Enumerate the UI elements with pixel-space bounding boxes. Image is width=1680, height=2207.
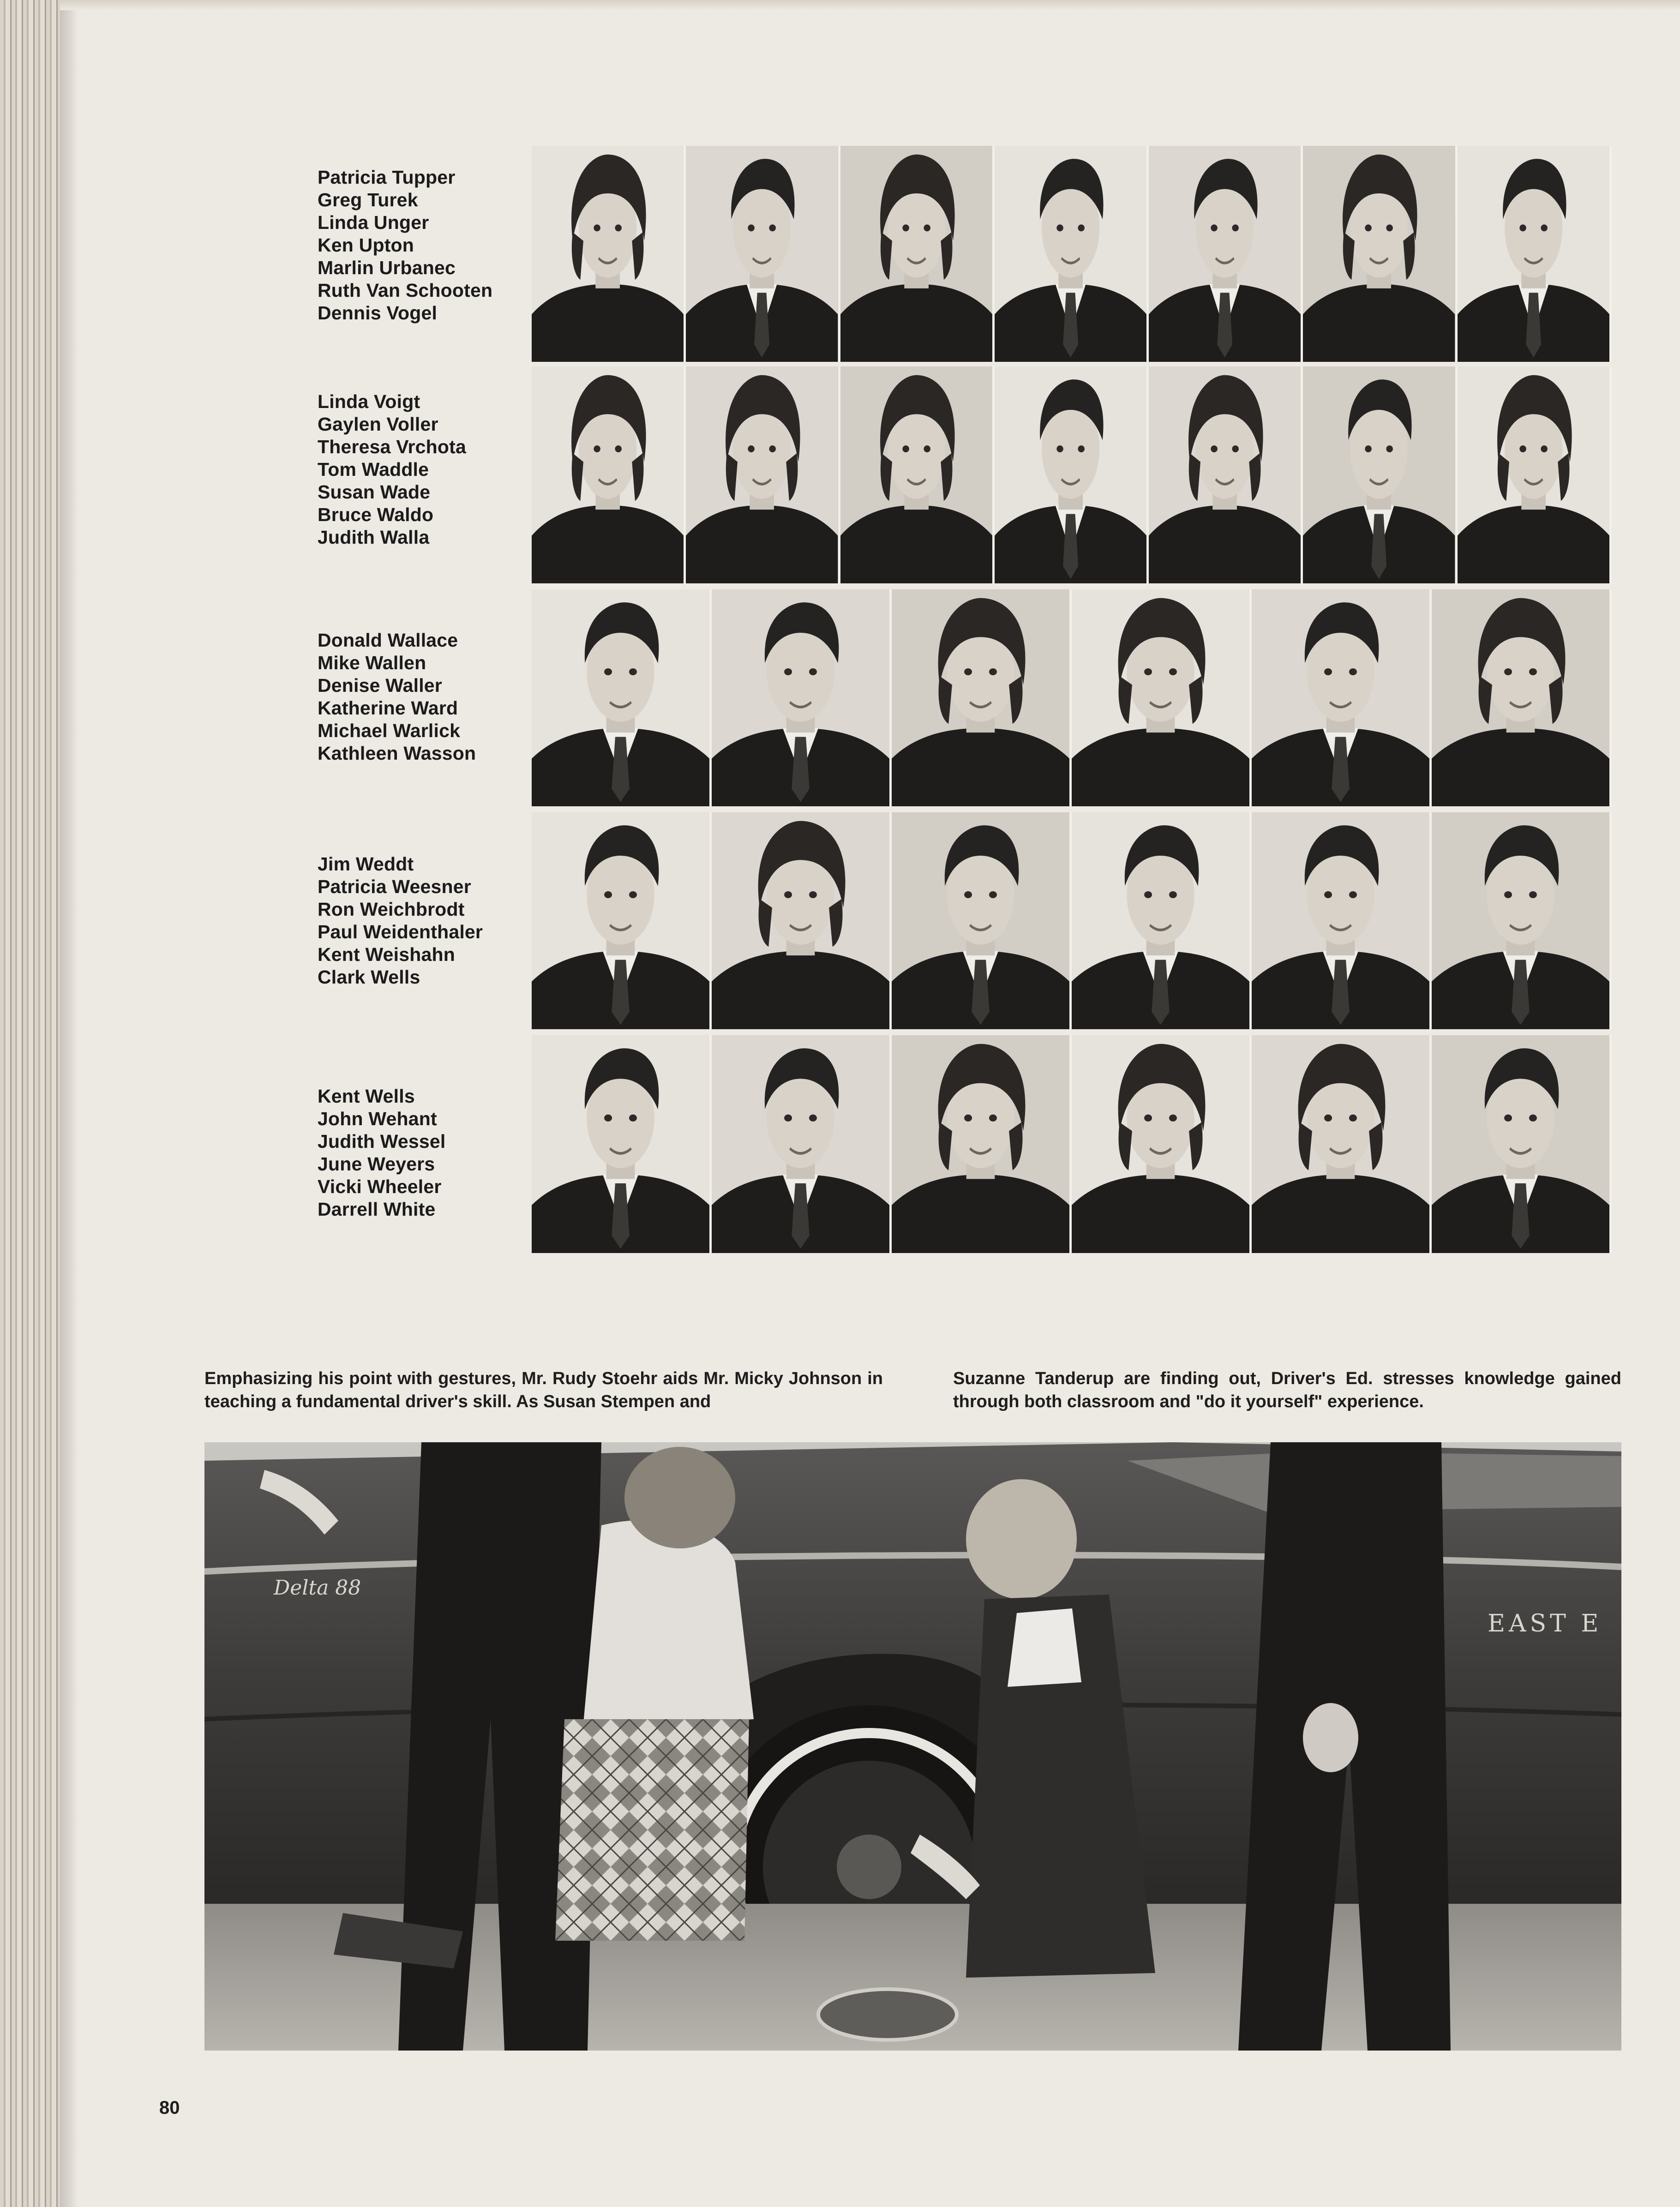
student-name: Susan Wade xyxy=(318,481,431,503)
student-name: Paul Weidenthaler xyxy=(318,921,483,942)
name-list xyxy=(318,853,511,989)
student-portrait xyxy=(1149,146,1303,362)
student-portrait xyxy=(1458,366,1612,583)
student-name: Linda Unger xyxy=(318,212,429,233)
student-name: Theresa Vrchota xyxy=(318,436,467,457)
student-name: Tom Waddle xyxy=(318,459,429,480)
student-name: Denise Waller xyxy=(318,675,442,696)
student-name: Kathleen Wasson xyxy=(318,743,476,764)
student-name: June Weyers xyxy=(318,1153,435,1175)
student-portrait xyxy=(1303,146,1457,362)
student-portrait xyxy=(1458,146,1612,362)
student-name: Mike Wallen xyxy=(318,652,426,673)
car-script: Delta 88 xyxy=(274,1576,361,1600)
portrait-row-5 xyxy=(0,1035,1680,1253)
student-portrait xyxy=(532,812,712,1029)
student-portrait xyxy=(1432,1035,1612,1253)
student-name: Ron Weichbrodt xyxy=(318,899,465,920)
student-name: John Wehant xyxy=(318,1108,437,1129)
student-portrait xyxy=(1252,812,1432,1029)
student-portrait xyxy=(1432,812,1612,1029)
student-name: Darrell White xyxy=(318,1199,436,1220)
student-portrait xyxy=(1252,1035,1432,1253)
student-portrait xyxy=(686,366,840,583)
student-portrait xyxy=(840,366,995,583)
portrait-strip xyxy=(532,1035,1612,1253)
student-name: Greg Turek xyxy=(318,189,418,210)
student-portrait xyxy=(686,146,840,362)
student-portrait xyxy=(1072,589,1252,806)
student-name: Bruce Waldo xyxy=(318,504,434,525)
photo-caption-left: Emphasizing his point with gestures, Mr. Rudy Stoehr aids Mr. Micky Johnson in teaching a fundamental driver's skill. As Susan Stempen and xyxy=(204,1369,883,1411)
student-portrait xyxy=(532,366,686,583)
name-list xyxy=(318,629,511,765)
portrait-row-1 xyxy=(0,146,1680,362)
student-name: Katherine Ward xyxy=(318,697,458,719)
student-portrait xyxy=(995,366,1149,583)
drivers-ed-photo xyxy=(204,1442,1621,2051)
student-name: Patricia Tupper xyxy=(318,167,456,188)
student-portrait xyxy=(840,146,995,362)
student-portrait xyxy=(532,1035,712,1253)
student-portrait xyxy=(712,812,892,1029)
portrait-strip xyxy=(532,366,1612,583)
student-name: Marlin Urbanec xyxy=(318,257,456,278)
student-name: Ken Upton xyxy=(318,234,414,256)
student-portrait xyxy=(532,589,712,806)
student-name: Donald Wallace xyxy=(318,630,458,651)
student-portrait xyxy=(892,812,1072,1029)
student-name: Vicki Wheeler xyxy=(318,1176,442,1197)
portrait-strip xyxy=(532,812,1612,1029)
student-portrait xyxy=(712,589,892,806)
portrait-strip xyxy=(532,146,1612,362)
student-portrait xyxy=(712,1035,892,1253)
name-list xyxy=(318,1085,511,1221)
page-number: 80 xyxy=(159,2098,180,2118)
student-portrait xyxy=(892,589,1072,806)
student-name: Linda Voigt xyxy=(318,391,420,412)
portrait-strip xyxy=(532,589,1612,806)
page-edge xyxy=(60,0,1680,10)
student-portrait xyxy=(1252,589,1432,806)
student-name: Ruth Van Schooten xyxy=(318,280,493,301)
student-name: Michael Warlick xyxy=(318,720,461,741)
student-name: Clark Wells xyxy=(318,966,420,988)
photo-caption-right: Suzanne Tanderup are finding out, Driver's Ed. stresses knowledge gained through both classroom and "do it yourself" experience. xyxy=(953,1369,1621,1411)
student-portrait xyxy=(1149,366,1303,583)
student-name: Judith Wessel xyxy=(318,1131,446,1152)
name-list xyxy=(318,390,511,549)
student-name: Kent Weishahn xyxy=(318,944,455,965)
student-name: Dennis Vogel xyxy=(318,302,438,324)
student-portrait xyxy=(1432,589,1612,806)
student-portrait xyxy=(532,146,686,362)
student-portrait xyxy=(1072,1035,1252,1253)
student-portrait xyxy=(995,146,1149,362)
student-name: Kent Wells xyxy=(318,1086,415,1107)
student-name: Judith Walla xyxy=(318,527,430,548)
name-list xyxy=(318,166,511,324)
portrait-row-2 xyxy=(0,366,1680,583)
student-name: Jim Weddt xyxy=(318,853,414,875)
student-name: Patricia Weesner xyxy=(318,876,471,897)
student-portrait xyxy=(1072,812,1252,1029)
student-portrait xyxy=(1303,366,1457,583)
car-lettering: EAST E xyxy=(1488,1610,1602,1637)
portrait-row-3 xyxy=(0,589,1680,806)
student-name: Gaylen Voller xyxy=(318,414,438,435)
student-portrait xyxy=(892,1035,1072,1253)
portrait-row-4 xyxy=(0,812,1680,1029)
